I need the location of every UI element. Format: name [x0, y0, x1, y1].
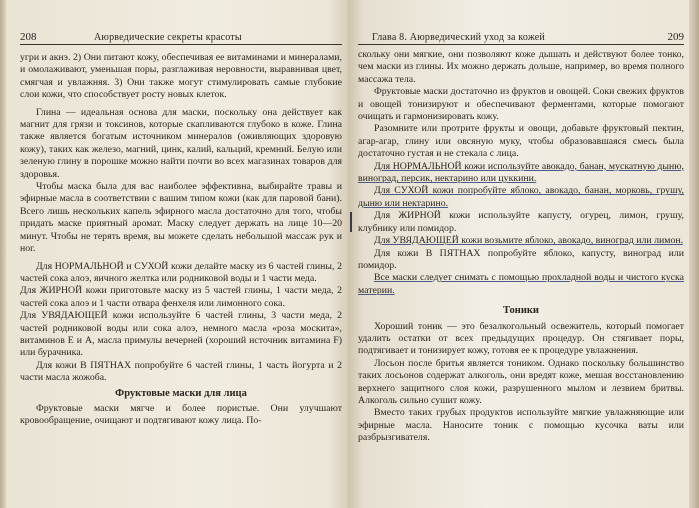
book-edge-left [0, 0, 6, 508]
right-page [358, 0, 684, 508]
paragraph: Фруктовые маски достаточно из фруктов и овощей. Соки свежих фруктов и овощей тонизируют и обеспечивают ферментами, которые помогают очищать и гармонизировать кожу. [358, 86, 684, 123]
paragraph: Для ЖИРНОЙ кожи приготовьте маску из 5 частей глины, 1 части меда, 2 частей сока алоэ и 1 части отвара фенхеля или лимонного сока. [20, 285, 342, 309]
right-running-title: Глава 8. Аюрведический уход за кожей [372, 32, 545, 43]
paragraph: Лосьон после бритья является тоником. Однако поскольку большинство таких лосьонов содержат алкоголь, они вредят коже, мешая восстановлению верхнего защитного слоя кожи, разрушенного мылом и лезвием бритвы. Алкоголь сильно сушит кожу. [358, 357, 684, 406]
paragraph: Для НОРМАЛЬНОЙ и СУХОЙ кожи делайте маску из 6 частей глины, 2 частей сока алоэ, яичного желтка или родниковой воды и 1 части меда. [20, 260, 342, 284]
paragraph: Для ЖИРНОЙ кожи используйте капусту, огурец, лимон, грушу, клубнику или помидор. [358, 210, 684, 234]
underlined-paragraph: Для НОРМАЛЬНОЙ кожи используйте авокадо, банан, мускатную дыню, виноград, персик, нектарино или цуккини. [358, 160, 684, 185]
paragraph: угри и акнэ. 2) Они питают кожу, обеспечивая ее витаминами и минералами, и омолаживают, уменьшая поры, разглаживая неровности, выравнивая цвет, смягчая и увлажняя. 3) Они также могут стимулировать самые глубокие слои кожи, что способствует росту новых клеток. [20, 52, 342, 101]
section-heading: Тоники [503, 305, 539, 317]
paragraph: Разомните или протрите фрукты и овощи, добавьте фруктовый пектин, агар-агар, глину или овсяную муку, чтобы образовавшаяся смесь была достаточно густая и не стекала с лица. [358, 123, 684, 160]
right-page-number: 209 [667, 31, 684, 43]
paragraph: Для кожи В ПЯТНАХ попробуйте 6 частей глины, 1 часть йогурта и 2 части масла жожоба. [20, 359, 342, 384]
left-page-body [20, 52, 342, 428]
paragraph: Хороший тоник — это безалкогольный освежитель, который помогает удалить остатки от всех предыдущих процедур. Он стягивает поры, подтягивает и тонизирует кожу, готовя ее к процедуре увлажнения. [358, 320, 684, 357]
right-page-body [358, 49, 684, 445]
left-page [20, 0, 342, 508]
book-edge-right [689, 0, 699, 508]
underlined-paragraph: Для УВЯДАЮЩЕЙ кожи возьмите яблоко, авокадо, виноград или лимон. [374, 235, 684, 247]
pen-margin-mark [350, 212, 352, 232]
section-heading: Фруктовые маски для лица [115, 387, 247, 399]
paragraph: Вместо таких грубых продуктов используйте мягкие увлажняющие или эфирные масла. Наносите тоник с помощью кусочка ваты или разбрызгивателя. [358, 407, 684, 444]
paragraph: Для УВЯДАЮЩЕЙ кожи используйте 6 частей глины, 3 части меда, 2 частей родниковой воды или сока алоэ, немного масла «роза москита», витаминов Е и А, масла примулы вечерней (хороший источник витамина F) или бурачника. [20, 310, 342, 359]
underlined-paragraph: Все маски следует снимать с помощью прохладной воды и чистого куска материи. [358, 272, 684, 296]
paragraph: Глина — идеальная основа для маски, поскольку она действует как магнит для грязи и токсинов, которые скапливаются глубоко в коже. Глина также является богатым источником минералов (оживляющих здоровую кожу), таких как железо, магний, цинк, калий, кальций, кремний. Белую или зеленую глину в порошке можно найти почти во всех магазинах товаров для здоровья. [20, 106, 342, 180]
underlined-paragraph: Для СУХОЙ кожи попробуйте яблоко, авокадо, банан, морковь, грушу, дыню или нектарино. [358, 185, 684, 209]
right-running-header [358, 31, 684, 45]
left-page-number: 208 [20, 31, 37, 43]
left-running-header [20, 31, 342, 45]
paragraph: скольку они мягкие, они позволяют коже дышать и действуют более тонко, чем маски из глины. Их можно держать дольше, например, во время полного массажа тела. [358, 49, 684, 85]
paragraph: Чтобы маска была для вас наиболее эффективна, выбирайте травы и эфирные масла в соответствии с вашим типом кожи (как для паровой бани). Всего лишь нескольких капель эфирного масла достаточно для того, чтобы придать маске приятный аромат. Маску следует держать на лице 10—20 минут. Чтобы не терять время, вы можете сделать небольшой массаж рук и ног. [20, 181, 342, 255]
paragraph: Фруктовые маски мягче и более пористые. Они улучшают кровообращение, очищают и подтягивают кожу лица. По- [20, 402, 342, 427]
left-running-title: Аюрведические секреты красоты [94, 32, 242, 43]
paragraph: Для кожи В ПЯТНАХ попробуйте яблоко, капусту, виноград или помидор. [358, 247, 684, 271]
